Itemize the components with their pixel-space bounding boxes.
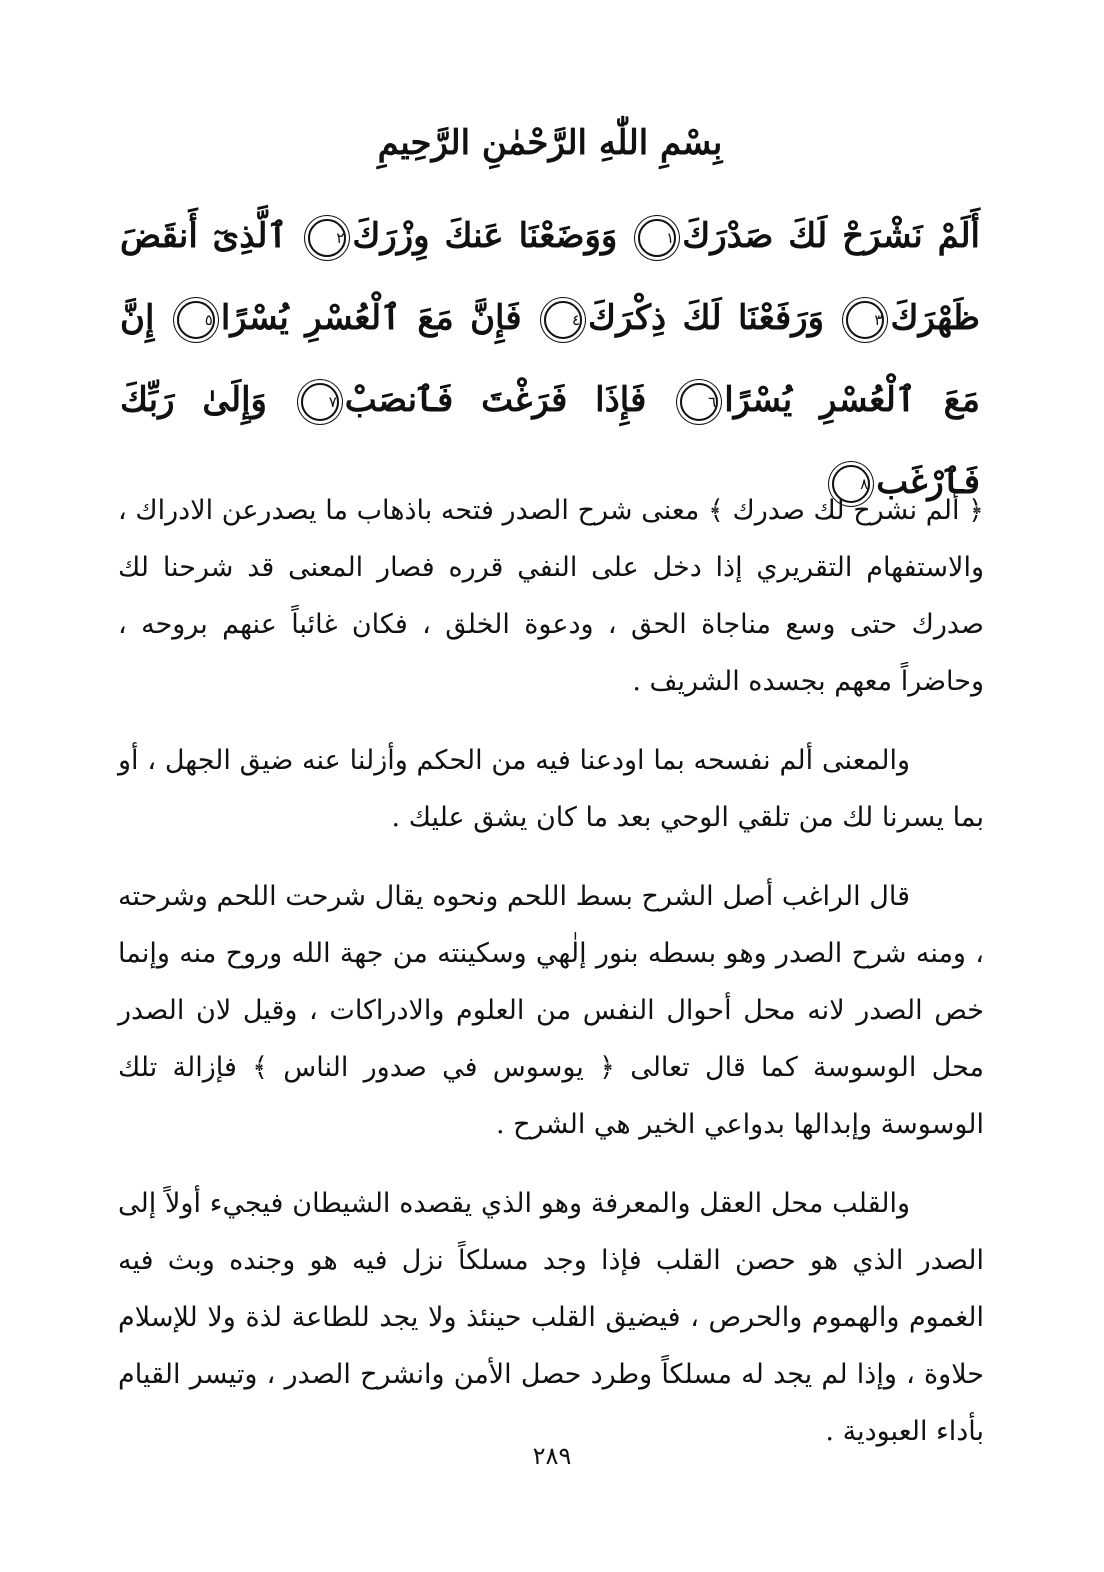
ayah-text: وَإِلَىٰ رَبِّكَ فَٱرْغَب xyxy=(120,380,980,502)
ayah-text: إِنَّ مَعَ ٱلْعُسْرِ يُسْرًا xyxy=(120,298,980,420)
commentary-paragraph: ﴿ ألم نشرح لك صدرك ﴾ معنى شرح الصدر فتحه باذهاب ما يصدرعن الادراك ، والاستفهام التقريري إذا دخل على النفي قرره فصار المعنى قد شرحنا لك صدرك حتى وسع مناجاة الحق ، ودعوة الخلق ، فكان غائباً عنهم بروحه ، وحاضراً معهم بجسده الشريف . xyxy=(118,495,984,697)
commentary-paragraph: قال الراغب أصل الشرح بسط اللحم ونحوه يقال شرحت اللحم وشرحته ، ومنه شرح الصدر وهو بسطه بنور إلٰهي وسكينته من جهة الله وروح منه وإنما خص الصدر لانه محل أحوال النفس من العلوم والادراكات ، وقيل لان الصدر محل الوسوسة كما قال تعالى ﴿ يوسوس في صدور الناس ﴾ فإزالة تلك الوسوسة وإبدالها بدواعي الخير هي الشرح . xyxy=(118,881,984,1140)
commentary-paragraph: والمعنى ألم نفسحه بما اودعنا فيه من الحكم وأزلنا عنه ضيق الجهل ، أو بما يسرنا لك من تلقي الوحي بعد ما كان يشق عليك . xyxy=(118,745,984,833)
ayah-number-marker: ١ xyxy=(638,219,676,257)
ayah-text: وَوَضَعْنَا عَنكَ وِزْرَكَ xyxy=(352,216,618,256)
ayah-number-marker: ٨ xyxy=(832,465,870,503)
ayah-number-marker: ٦ xyxy=(680,383,718,421)
quran-verses xyxy=(120,195,980,523)
page-number: ٢٨٩ xyxy=(532,1442,572,1470)
ayah-text: وَرَفَعْنَا لَكَ ذِكْرَكَ xyxy=(588,298,825,338)
commentary-paragraph: والقلب محل العقل والمعرفة وهو الذي يقصده الشيطان فيجيء أولاً إلى الصدر الذي هو حصن القلب فإذا وجد مسلكاً نزل فيه هو وجنده وبث فيه الغموم والهموم والحرص ، فيضيق القلب حينئذ ولا يجد للطاعة لذة ولا للإسلام حلاوة ، وإذا لم يجد له مسلكاً وطرد حصل الأمن وانشرح الصدر ، وتيسر القيام بأداء العبودية . xyxy=(118,1188,984,1447)
commentary-body xyxy=(118,482,984,1482)
ayah-text: فَإِذَا فَرَغْتَ فَٱنصَبْ xyxy=(344,380,647,420)
basmala-heading: بِسْمِ اللّٰهِ الرَّحْمٰنِ الرَّحِيمِ xyxy=(377,123,723,163)
ayah-number-marker: ٢ xyxy=(308,219,346,257)
ayah-number-marker: ٧ xyxy=(301,383,339,421)
ayah-text: أَلَمْ نَشْرَحْ لَكَ صَدْرَكَ xyxy=(682,216,981,256)
ayah-number-marker: ٤ xyxy=(544,301,582,339)
ayah-text: فَإِنَّ مَعَ ٱلْعُسْرِ يُسْرًا xyxy=(220,298,522,338)
ayah-text: ٱلَّذِىٓ أَنقَضَ ظَهْرَكَ xyxy=(120,216,980,338)
ayah-number-marker: ٥ xyxy=(177,301,215,339)
ayah-number-marker: ٣ xyxy=(846,301,884,339)
